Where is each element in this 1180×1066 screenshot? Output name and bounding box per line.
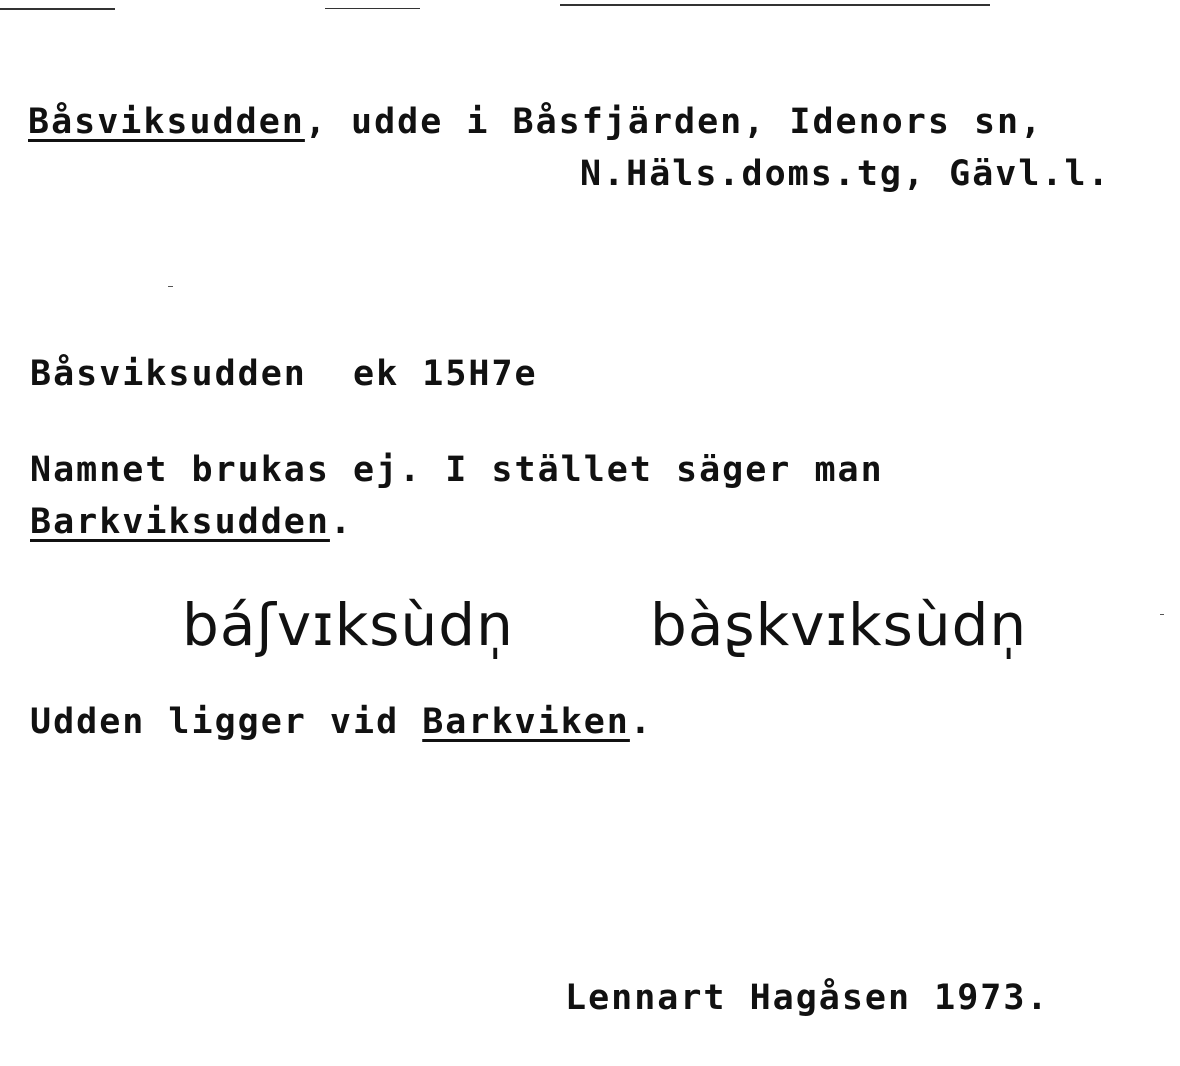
heading-line-1 <box>28 102 1043 142</box>
note-line-1: Namnet brukas ej. I stället säger man <box>30 450 884 490</box>
signature: Lennart Hagåsen 1973. <box>565 978 1050 1018</box>
heading-rest: , udde i Båsfjärden, Idenors sn, <box>304 102 1044 142</box>
speck <box>1160 614 1164 615</box>
phonetic-transcription-1: báʃvɪksùdn̩ <box>182 591 514 659</box>
alt-name-end: . <box>329 502 354 542</box>
location-end: . <box>629 702 653 742</box>
note-line-2 <box>30 502 353 542</box>
location-prefix: Udden ligger vid <box>30 702 423 742</box>
alt-name: Barkviksudden <box>30 502 330 542</box>
phonetic-transcription-2: bàʂkvɪksùdn̩ <box>650 591 1028 659</box>
speck <box>168 286 173 287</box>
heading-line-2: N.Häls.doms.tg, Gävl.l. <box>580 154 1111 194</box>
location-name: Barkviken <box>422 702 630 742</box>
entry-line <box>30 354 538 394</box>
entry-name: Båsviksudden <box>30 354 307 394</box>
entry-code: ek 15H7e <box>353 354 538 394</box>
headword: Båsviksudden <box>28 102 305 142</box>
location-line <box>30 702 653 742</box>
scan-edge-mark <box>560 4 990 6</box>
scan-edge-mark <box>0 8 115 10</box>
scan-edge-mark <box>325 8 420 9</box>
